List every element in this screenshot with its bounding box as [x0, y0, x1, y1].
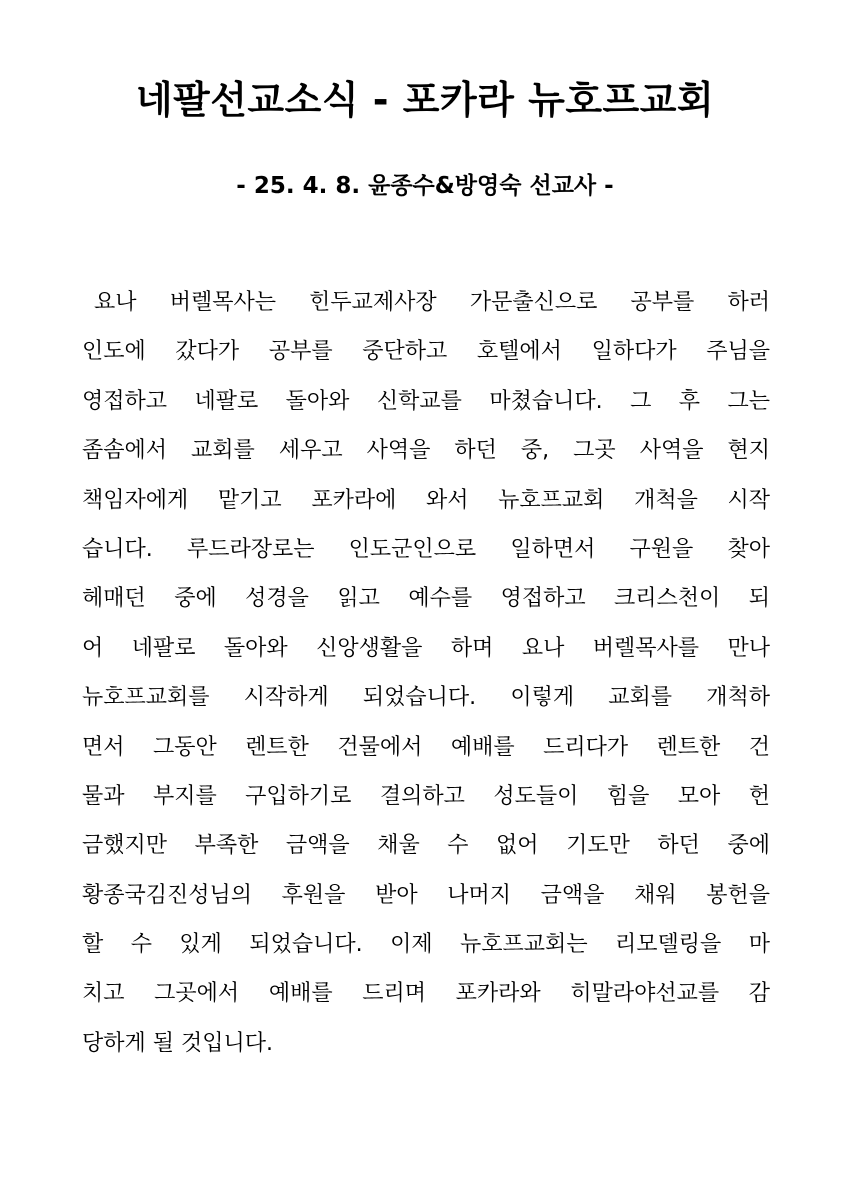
body-line: 황종국김진성님의 후원을 받아 나머지 금액을 채워 봉헌을 [82, 882, 770, 908]
body-line: 당하게 될 것입니다. [82, 1030, 273, 1056]
body-line: 치고 그곳에서 예배를 드리며 포카라와 히말라야선교를 감 [82, 981, 770, 1007]
body-line: 할 수 있게 되었습니다. 이제 뉴호프교회는 리모델링을 마 [82, 932, 770, 958]
body-line: 금했지만 부족한 금액을 채울 수 없어 기도만 하던 중에 [82, 833, 770, 859]
body-line: 책임자에게 맡기고 포카라에 와서 뉴호프교회 개척을 시작 [82, 487, 770, 513]
body-line: 좀솜에서 교회를 세우고 사역을 하던 중, 그곳 사역을 현지 [82, 438, 770, 464]
document-subtitle: - 25. 4. 8. 윤종수&방영숙 선교사 - [236, 173, 614, 199]
body-line: 뉴호프교회를 시작하게 되었습니다. 이렇게 교회를 개척하 [82, 685, 770, 711]
body-line: 물과 부지를 구입하기로 결의하고 성도들이 힘을 모아 헌 [82, 783, 770, 809]
body-paragraph [82, 278, 770, 1068]
body-line: 습니다. 루드라장로는 인도군인으로 일하면서 구원을 찾아 [82, 536, 770, 562]
document-title: 네팔선교소식 - 포카라 뉴호프교회 [135, 78, 715, 122]
body-line: 요나 버렐목사는 힌두교제사장 가문출신으로 공부를 하러 [94, 290, 770, 315]
body-line: 영접하고 네팔로 돌아와 신학교를 마쳤습니다. 그 후 그는 [82, 388, 770, 414]
body-line: 인도에 갔다가 공부를 중단하고 호텔에서 일하다가 주님을 [82, 339, 770, 365]
body-line: 면서 그동안 렌트한 건물에서 예배를 드리다가 렌트한 건 [82, 734, 770, 760]
body-line: 헤매던 중에 성경을 읽고 예수를 영접하고 크리스천이 되 [82, 586, 770, 612]
body-line: 어 네팔로 돌아와 신앙생활을 하며 요나 버렐목사를 만나 [82, 635, 770, 661]
